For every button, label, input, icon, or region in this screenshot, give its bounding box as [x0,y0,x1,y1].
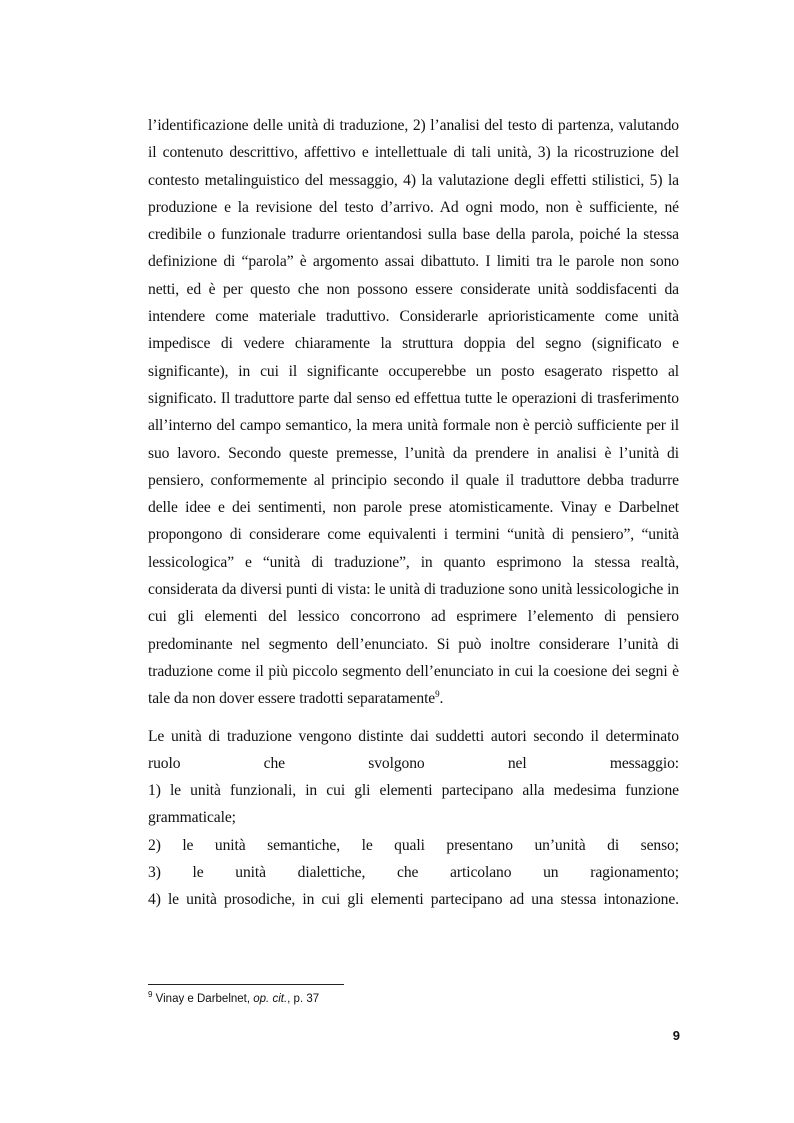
intro-line-2: ruolo che svolgono nel messaggio: [148,754,679,772]
paragraph-classification [148,723,679,914]
body-text [148,112,679,914]
list-item-semantic: 2) le unità semantiche, le quali presentano un’unità di senso; [148,836,679,854]
intro-line: Le unità di traduzione vengono distinte dai suddetti autori secondo il determinato [148,727,679,745]
footnote [148,990,320,1005]
page-number: 9 [672,1028,680,1043]
footnote-reference: 9 [435,689,440,700]
paragraph-units-of-translation: l’identificazione delle unità di traduzione, 2) l’analisi del testo di partenza, valutando il contenuto descrittivo, affettivo e intellettuale di tali unità, 3) la ricostruzione del contesto metalinguistico del messaggio, 4) la valutazione degli effetti stilistici, 5) la produzione e la revisione del testo d’arrivo. Ad ogni modo, non è sufficiente, né credibile o funzionale tradurre orientandosi sulla base della parola, poiché la stessa definizione di “parola” è argomento assai dibattuto. I limiti tra le parole non sono netti, ed è per questo che non possono essere considerate unità soddisfacenti da intendere come materiale traduttivo. Considerarle aprioristicamente come unità impedisce di vedere chiaramente la struttura doppia del segno (significato e significante), in cui il significante occuperebbe un posto esagerato rispetto al significato. Il traduttore parte dal senso ed effettua tutte le operazioni di trasferimento all’interno del campo semantico, la mera unità formale non è perciò sufficiente per il suo lavoro. Secondo queste premesse, l’unità da prendere in analisi è l’unità di pensiero, conformemente al principio secondo il quale il traduttore debba tradurre delle idee e dei sentimenti, non parole prese atomisticamente. Vinay e Darbelnet propongono di considerare come equivalenti i termini “unità di pensiero”, “unità lessicologica” e “unità di traduzione”, in quanto esprimono la stessa realtà, considerata da diversi punti di vista: le unità di traduzione sono unità lessicologiche in cui gli elementi del lessico concorrono ad esprimere l’elemento di pensiero predominante nel segmento dell’enunciato. Si può inoltre considerare l’unità di traduzione come il più piccolo segmento dell’enunciato in cui la coesione dei segni è tale da non dover essere tradotti separatamente$^9$. [148,117,679,708]
footnote-separator [148,984,344,985]
list-item-functional: 1) le unità funzionali, in cui gli elementi partecipano alla medesima funzione grammaticale; [148,782,679,827]
footnote-marker: 9 [148,990,153,1000]
footnote-work: op. cit. [253,993,288,1005]
footnote-author: Vinay e Darbelnet, [155,993,254,1005]
list-item-prosodic: 4) le unità prosodiche, in cui gli elementi partecipano ad una stessa intonazione. [148,891,679,909]
list-item-dialectical: 3) le unità dialettiche, che articolano un ragionamento; [148,864,679,882]
footnote-page: , p. 37 [287,993,320,1005]
paragraph-1-text: l’identificazione delle unità di traduzione, 2) l’analisi del testo di partenza, valutando il contenuto descrittivo, affettivo e intellettuale di tali unità, 3) la ricostruzione del contesto metalinguistico del messaggio, 4) la valutazione degli effetti stilistici, 5) la produzione e la revisione del testo d’arrivo. Ad ogni modo, non è sufficiente, né credibile o funzionale tradurre orientandosi sulla base della parola, poiché la stessa definizione di “parola” è argomento assai dibattuto. I limiti tra le parole non sono netti, ed è per questo che non possono essere considerate unità soddisfacenti da intendere come materiale traduttivo. Considerarle aprioristicamente come unità impedisce di vedere chiaramente la struttura doppia del segno (significato e significante), in cui il significante occuperebbe un posto esagerato rispetto al significato. Il traduttore parte dal senso ed effettua tutte le operazioni di trasferimento all’interno del campo semantico, la mera unità formale non è perciò sufficiente per il suo lavoro. Secondo queste premesse, l’unità da prendere in analisi è l’unità di pensiero, conformemente al principio secondo il quale il traduttore debba tradurre delle idee e dei sentimenti, non parole prese atomisticamente. Vinay e Darbelnet propongono di considerare come equivalenti i termini “unità di pensiero”, “unità lessicologica” e “unità di traduzione”, in quanto esprimono la stessa realtà, considerata da diversi punti di vista: le unità di traduzione sono unità lessicologiche in cui gli elementi del lessico concorrono ad esprimere l’elemento di pensiero predominante nel segmento dell’enunciato. Si può inoltre considerare l’unità di traduzione come il più piccolo segmento dell’enunciato in cui la coesione dei segni è tale da non dover essere tradotti separatamente [148,117,679,708]
